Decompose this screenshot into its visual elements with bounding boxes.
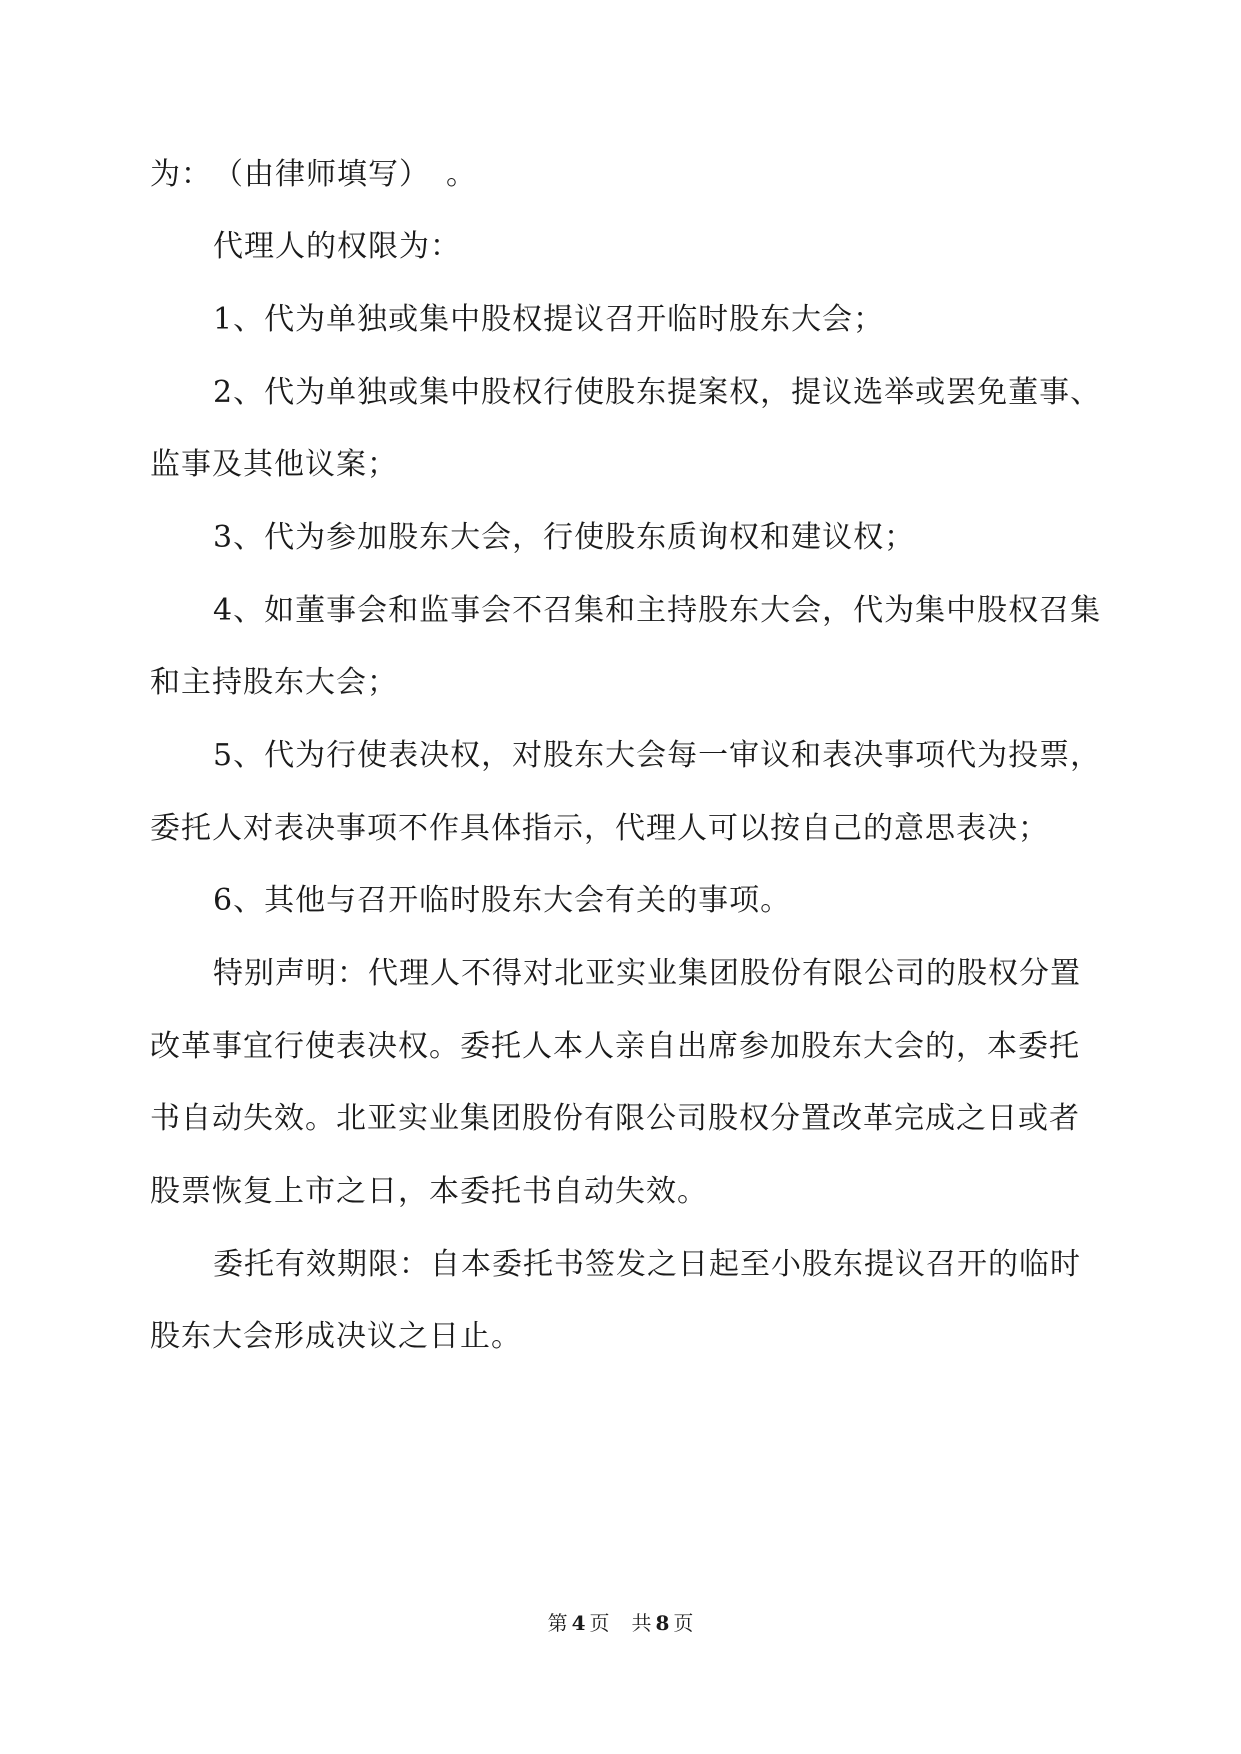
- text-line-16: 委托有效期限：自本委托书签发之日起至小股东提议召开的临时: [213, 1247, 1081, 1282]
- page-footer: [0, 1610, 1241, 1636]
- text-line-1: 为： （由律师填写） 。: [150, 157, 477, 192]
- text-line-3: 1、代为单独或集中股权提议召开临时股东大会；: [213, 302, 885, 337]
- footer-prefix: 第: [547, 1611, 568, 1635]
- text-line-8: 和主持股东大会；: [150, 665, 398, 700]
- text-line-6: 3、代为参加股东大会，行使股东质询权和建议权；: [213, 520, 916, 555]
- text-line-2: 代理人的权限为：: [213, 229, 461, 264]
- text-line-4: 2、代为单独或集中股权行使股东提案权，提议选举或罢免董事、: [213, 375, 1102, 410]
- text-line-13: 改革事宜行使表决权。委托人本人亲自出席参加股东大会的，本委托: [150, 1029, 1080, 1064]
- text-line-12: 特别声明：代理人不得对北亚实业集团股份有限公司的股权分置: [213, 956, 1081, 991]
- text-line-14: 书自动失效。北亚实业集团股份有限公司股权分置改革完成之日或者: [150, 1101, 1080, 1136]
- footer-total-suffix: 页: [673, 1611, 694, 1635]
- footer-page-word: 页: [589, 1611, 610, 1635]
- text-line-15: 股票恢复上市之日，本委托书自动失效。: [150, 1174, 708, 1209]
- current-page-number: 4: [571, 1611, 586, 1635]
- text-line-10: 委托人对表决事项不作具体指示，代理人可以按自己的意思表决；: [150, 811, 1049, 846]
- footer-total-prefix: 共: [631, 1611, 652, 1635]
- total-pages-number: 8: [655, 1611, 670, 1635]
- text-line-7: 4、如董事会和监事会不召集和主持股东大会，代为集中股权召集: [213, 593, 1102, 628]
- text-line-9: 5、代为行使表决权，对股东大会每一审议和表决事项代为投票，: [213, 738, 1102, 773]
- text-line-5: 监事及其他议案；: [150, 447, 398, 482]
- text-line-17: 股东大会形成决议之日止。: [150, 1319, 522, 1354]
- text-line-11: 6、其他与召开临时股东大会有关的事项。: [213, 883, 792, 918]
